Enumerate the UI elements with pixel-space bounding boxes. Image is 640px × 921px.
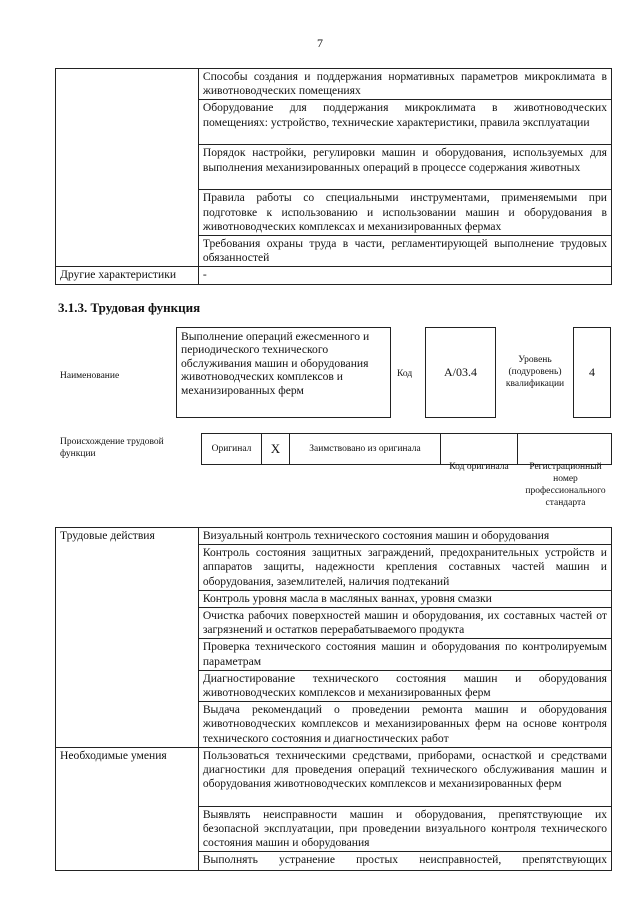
origin-label: Происхождение трудовой функции — [60, 437, 164, 459]
labor-actions-table — [55, 527, 612, 871]
original-label: Оригинал — [211, 444, 252, 454]
required-skill: Пользоваться техническими средствами, приборами, оснасткой и средствами диагностики для проведения операций технического обслуживания машин и оборудования животноводческих комплексов и механизированных ферм — [198, 747, 611, 806]
code-caption: Код оригинала — [449, 462, 509, 472]
knowledge-item: Правила работы со специальными инструментами, применяемыми при подготовке к использованию и использовании машин и оборудования в животноводческих комплексах и механизированных фермах — [198, 190, 611, 236]
knowledge-item: Способы создания и поддержания нормативных параметров микроклимата в животноводческих помещениях — [198, 69, 611, 100]
labor-action: Контроль состояния защитных заграждений, предохранительных устройств и аппаратов защиты, надежности крепления составных частей машин и оборудования, заземлителей, наличия подтеканий — [198, 545, 611, 591]
borrowed-label: Заимствовано из оригинала — [309, 444, 421, 454]
labor-actions-label: Трудовые действия — [56, 528, 199, 748]
knowledge-item: Порядок настройки, регулировки машин и оборудования, используемых для выполнения механизированных операций в процессе содержания животных — [198, 145, 611, 190]
original-mark: X — [270, 441, 281, 456]
knowledge-item: Требования охраны труда в части, регламентирующей выполнение трудовых обязанностей — [198, 236, 611, 267]
original-cell — [201, 433, 262, 465]
labor-action: Выдача рекомендаций о проведении ремонта машин и оборудования животноводческих комплексов и механизированных ферм на основе контроля технического состояния и диагностических работ — [198, 702, 611, 748]
required-skill: Выявлять неисправности машин и оборудования, препятствующие их безопасной эксплуатации, при проведении визуального контроля технического состояния машин и оборудования — [198, 806, 611, 852]
registration-caption: Регистрационный номер профессионального стандарта — [525, 462, 606, 508]
code-value-box — [425, 327, 496, 418]
labor-action: Проверка технического состояния машин и оборудования по контролируемым параметрам — [198, 639, 611, 670]
function-name-value: Выполнение операций ежесменного и периодического технического обслуживания машин и оборудования животноводческих комплексов и механизированных ферм — [181, 330, 370, 397]
knowledge-table — [55, 68, 612, 285]
borrowed-cell — [289, 433, 441, 465]
code-label: Код — [397, 369, 413, 379]
level-value-box — [573, 327, 611, 418]
labor-action: Визуальный контроль технического состояния машин и оборудования — [198, 528, 611, 545]
page-number: 7 — [317, 36, 323, 50]
labor-action: Контроль уровня масла в масляных ваннах, уровня смазки — [198, 590, 611, 607]
other-characteristics-value: - — [198, 267, 611, 284]
section-title: 3.1.3. Трудовая функция — [58, 300, 201, 315]
other-characteristics-label: Другие характеристики — [56, 267, 199, 284]
knowledge-item: Оборудование для поддержания микроклимата в животноводческих помещениях: устройство, технические характеристики, правила эксплуатации — [198, 100, 611, 145]
empty-label-cell — [56, 69, 199, 267]
required-skill: Выполнять устранение простых неисправностей, препятствующих — [198, 852, 611, 871]
labor-action: Диагностирование технического состояния машин и оборудования животноводческих комплексов и механизированных ферм — [198, 670, 611, 701]
required-skills-label: Необходимые умения — [56, 747, 199, 871]
labor-action: Очистка рабочих поверхностей машин и оборудования, их составных частей от загрязнений и остатков перерабатываемого продукта — [198, 608, 611, 639]
code-value: А/03.4 — [444, 365, 477, 379]
level-value: 4 — [589, 365, 595, 379]
function-name-box — [176, 327, 391, 418]
qualification-level-label: Уровень (подуровень) квалификации — [505, 355, 565, 389]
original-mark-cell — [261, 433, 290, 465]
name-label: Наименование — [60, 371, 120, 381]
